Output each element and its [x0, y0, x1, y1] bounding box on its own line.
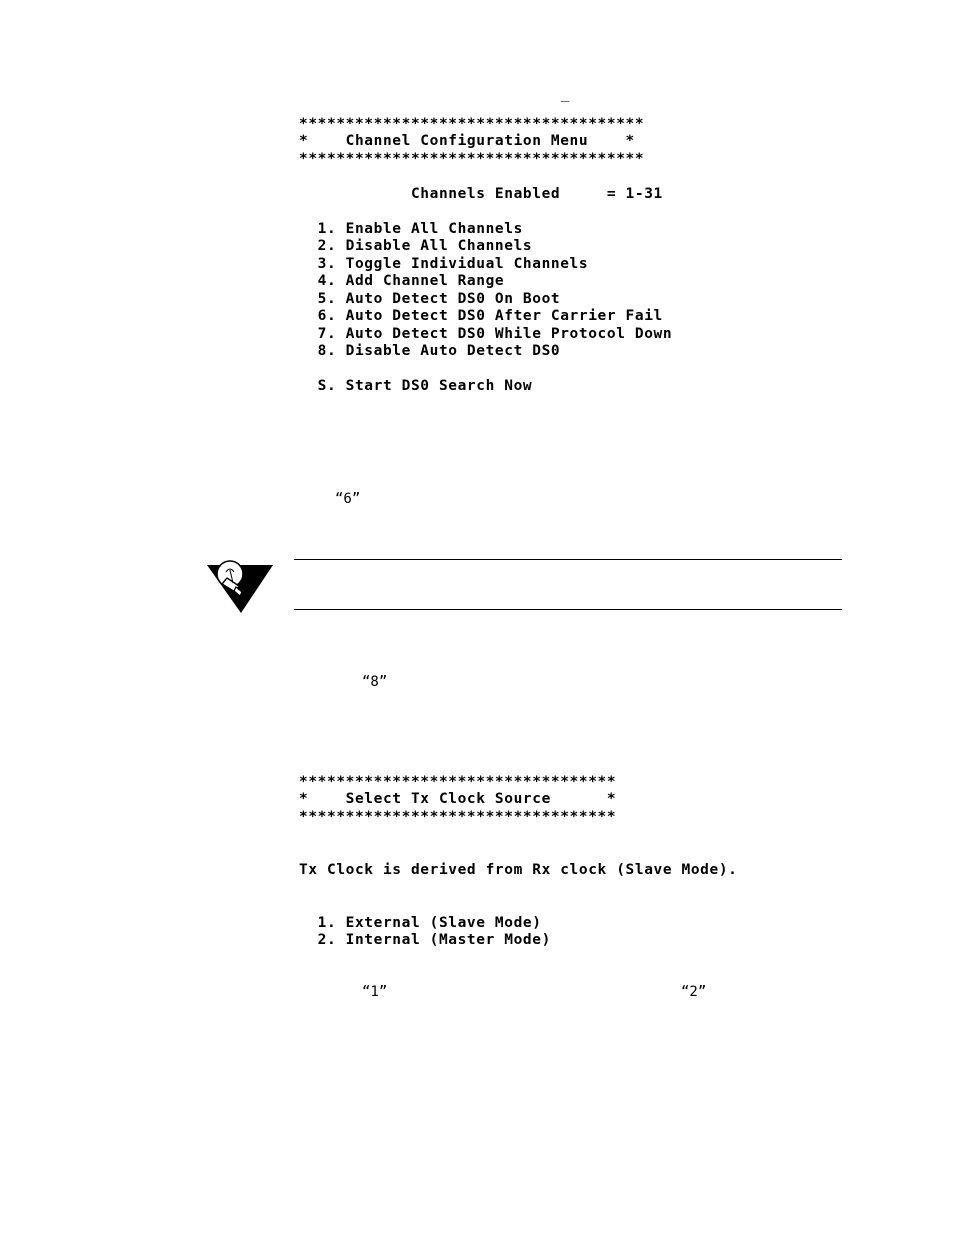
menu-banner-top: ************************************* — [299, 116, 645, 132]
menu-item-disable-all[interactable]: 2. Disable All Channels — [299, 238, 533, 254]
menu-item-add-range[interactable]: 4. Add Channel Range — [299, 273, 505, 289]
menu-item-start-search[interactable]: S. Start DS0 Search Now — [299, 378, 533, 394]
note-rule-bottom — [294, 609, 842, 610]
menu-banner-bottom: ************************************* — [299, 151, 645, 167]
menu-item-auto-detect-protocol-down[interactable]: 7. Auto Detect DS0 While Protocol Down — [299, 326, 673, 342]
menu-item-enable-all[interactable]: 1. Enable All Channels — [299, 221, 523, 237]
channels-enabled-status: Channels Enabled = 1-31 — [299, 186, 663, 202]
clock-item-internal[interactable]: 2. Internal (Master Mode) — [299, 932, 551, 948]
menu-item-toggle-individual[interactable]: 3. Toggle Individual Channels — [299, 256, 589, 272]
clock-item-external[interactable]: 1. External (Slave Mode) — [299, 915, 542, 931]
quote-one: “1” — [362, 984, 388, 1000]
menu-item-disable-auto-detect[interactable]: 8. Disable Auto Detect DS0 — [299, 343, 561, 359]
tx-clock-status: Tx Clock is derived from Rx clock (Slave Mode). — [299, 862, 738, 878]
top-mark: _ — [561, 86, 570, 102]
quote-eight: “8” — [362, 674, 388, 690]
menu-title: * Channel Configuration Menu * — [299, 133, 635, 149]
clock-banner-top: ********************************** — [299, 774, 617, 790]
clock-menu-title: * Select Tx Clock Source * — [299, 791, 617, 807]
clock-banner-bottom: ********************************** — [299, 809, 617, 825]
note-rule-top — [294, 559, 842, 560]
menu-item-auto-detect-carrier-fail[interactable]: 6. Auto Detect DS0 After Carrier Fail — [299, 308, 663, 324]
quote-two: “2” — [681, 984, 707, 1000]
quote-six: “6” — [335, 491, 361, 507]
menu-item-auto-detect-boot[interactable]: 5. Auto Detect DS0 On Boot — [299, 291, 561, 307]
lightbulb-note-icon — [206, 556, 276, 616]
